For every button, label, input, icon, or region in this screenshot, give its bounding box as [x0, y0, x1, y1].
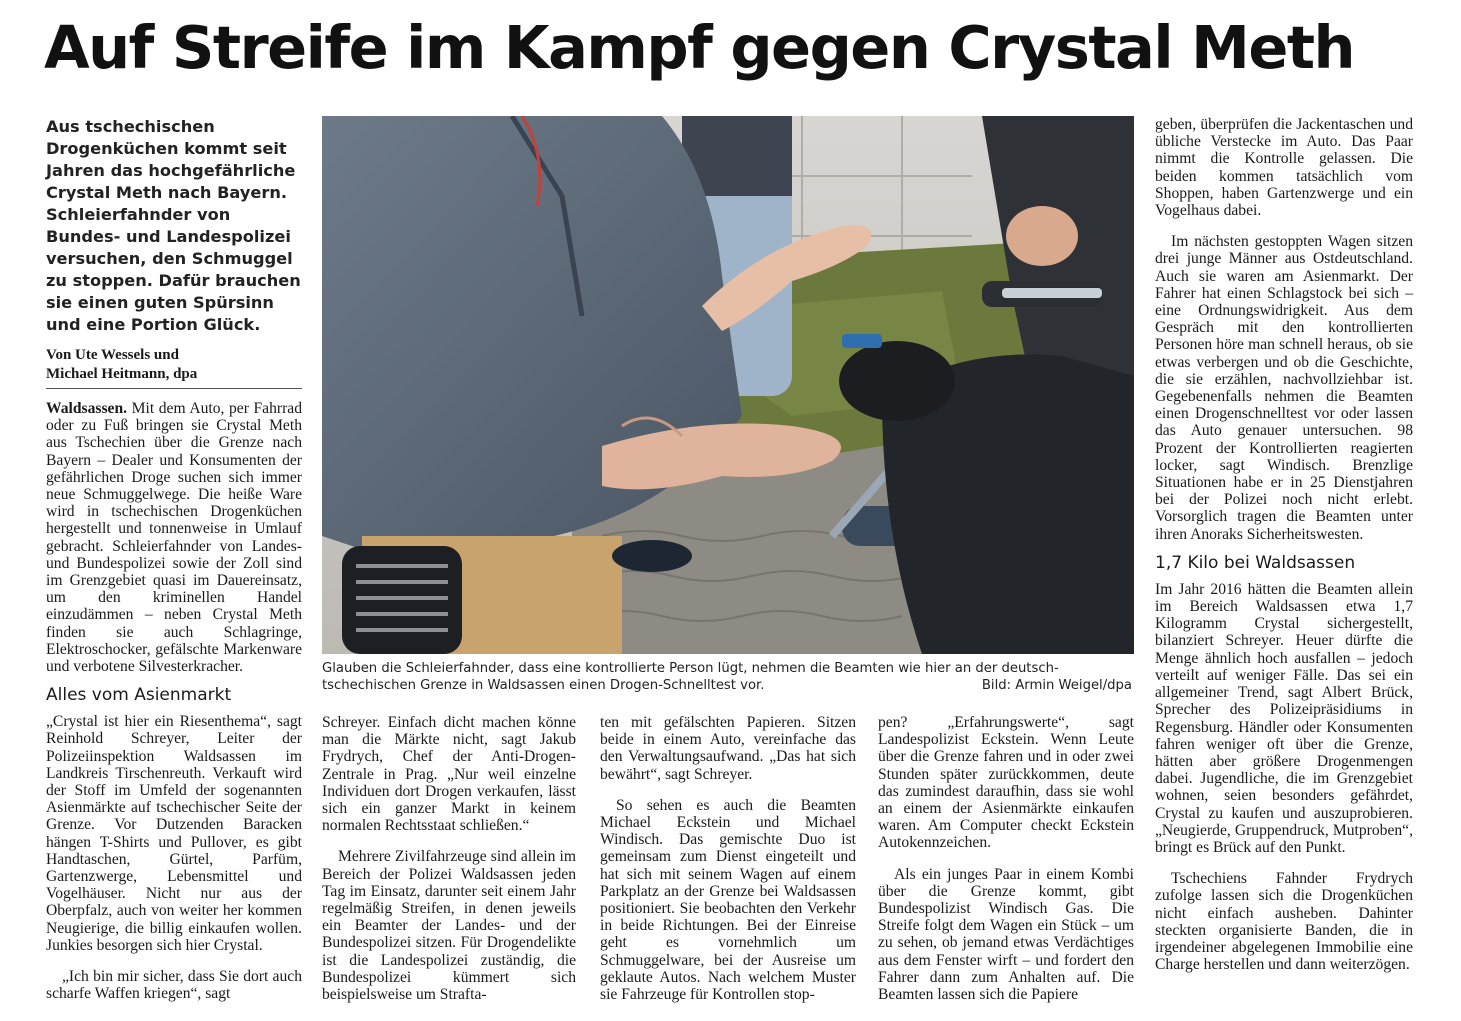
- caption-text: Glauben die Schleierfahnder, dass eine kontrollierte Person lügt, nehmen die Beamten wie hier an der deutsch-tschechischen Grenze in Waldsassen einen Drogen-Schnelltest vor.: [322, 661, 1059, 693]
- byline-line-1: Von Ute Wessels und: [46, 347, 179, 363]
- article-photo: [322, 116, 1134, 654]
- byline: [46, 346, 304, 384]
- body-paragraph: ten mit gefälschten Papieren. Sitzen beide in einem Auto, vereinfache das den Verwaltungsaufwand. „Das hat sich bewährt“, sagt Schreyer.: [600, 714, 856, 783]
- body-paragraph: pen? „Erfahrungswerte“, sagt Landespolizist Eckstein. Wenn Leute über die Grenze fahren und in oder zwei Stunden später zurückkommen, deute das zumindest daraufhin, dass sie wohl an einem der Asienmärkte einkaufen waren. Am Computer checkt Eckstein Autokennzeichen.: [878, 714, 1134, 852]
- body-text: Mit dem Auto, per Fahrrad oder zu Fuß bringen sie Crystal Meth aus Tschechien über die Grenze nach Bayern – Dealer und Konsumenten der gefährlichen Droge suchen sich immer neue Schmuggelwege. Die heiße Ware wird in tschechischen Drogenküchen hergestellt und tonnenweise in Umlauf gebracht. Schleierfahnder von Landes- und Bundespolizei sowie der Zoll sind im Grenzgebiet quasi im Dauereinsatz, um den kriminellen Handel einzudämmen – neben Crystal Meth finden sie auch Schlagringe, Elektroschocker, gefälschte Markenware und verbotene Silvesterkracher.: [46, 400, 302, 676]
- body-paragraph: Mehrere Zivilfahrzeuge sind allein im Bereich der Polizei Waldsassen jeden Tag im Einsatz, darunter seit einem Jahr regelmäßig Streifen, in denen jeweils ein Beamter der Landes- und der Bundespolizei sitzen. Für Drogendelikte ist die Landespolizei zuständig, die Bundespolizei kümmert sich beispielsweise um Strafta-: [322, 848, 576, 1004]
- headline: Auf Streife im Kampf gegen Crystal Meth: [44, 13, 1355, 82]
- column-3: [600, 714, 856, 1003]
- byline-line-2: Michael Heitmann, dpa: [46, 366, 198, 382]
- dateline: Waldsassen.: [46, 400, 128, 417]
- body-paragraph: So sehen es auch die Beamten Michael Eckstein und Michael Windisch. Das gemischte Duo ist gemeinsam zum Dienst eingeteilt und hat sich mit seinem Wagen auf einem Parkplatz an der Grenze bei Waldsassen positioniert. Sie beobachten den Verkehr in beide Richtungen. Bei der Einreise geht es vornehmlich um Schmuggelware, bei der Ausreise um geklaute Autos. Nach welchem Muster sie Fahrzeuge für Kontrollen stop-: [600, 796, 856, 1004]
- photo-illustration: [322, 116, 1134, 654]
- photo-caption: [322, 660, 1134, 694]
- body-paragraph: „Crystal ist hier ein Riesenthema“, sagt Reinhold Schreyer, Leiter der Polizeiinspektion Waldsassen im Landkreis Tirschenreuth. Verkauft wird der Stoff im Umfeld der sogenannten Asienmärkte auf tschechischer Seite der Grenze. Vor Dutzenden Baracken hängen T-Shirts und Pullover, es gibt Handtaschen, Gürtel, Parfüm, Gartenzwerge, Lebensmittel und Vogelhäuser. Nicht nur aus der Oberpfalz, auch von weiter her kommen Neugierige, die billig einkaufen wollen. Junkies besorgen sich hier Crystal.: [46, 713, 302, 954]
- body-paragraph: Tschechiens Fahnder Frydrych zufolge lassen sich die Drogenküchen nicht einfach ausheben. Dahinter steckten organisierte Banden, die in irgendeiner abgelegenen Immobilie eine Charge herstellen und dann weiterzögen.: [1155, 870, 1413, 974]
- body-paragraph: „Ich bin mir sicher, dass Sie dort auch scharfe Waffen kriegen“, sagt: [46, 968, 302, 1003]
- subheading: Alles vom Asienmarkt: [46, 685, 232, 706]
- body-paragraph: Im Jahr 2016 hätten die Beamten allein im Bereich Waldsassen etwa 1,7 Kilogramm Crystal sichergestellt, bilanziert Schreyer. Heuer dürfte die Menge ähnlich hoch ausfallen – jedoch verteilt auf weniger Fälle. Das sei ein allgemeiner Trend, sagt Albert Brück, Sprecher des Polizeipräsidiums in Regensburg. Händler oder Konsumenten fahren weniger oft über die Grenze, hätten aber größere Drogenmengen dabei. Jugendliche, die im Grenzgebiet wohnen, seien besonders gefährdet, Crystal zu kaufen und auszuprobieren. „Neugierde, Gruppendruck, Mutproben“, bringt es Brück auf den Punkt.: [1155, 580, 1413, 856]
- column-5: [1155, 116, 1413, 973]
- body-paragraph: Im nächsten gestoppten Wagen sitzen drei junge Männer aus Ostdeutschland. Auch sie waren am Asienmarkt. Der Fahrer hat einen Schlagstock bei sich – eine Ordnungswidrigkeit. Aus dem Gespräch mit den kontrollierten Personen höre man schnell heraus, ob sie etwas verbergen und ob die Geschichte, die sie erzählen, nachvollziehbar ist. Gegebenenfalls nehmen die Beamten einen Drogenschnelltest vor oder lassen das Auto genauer untersuchen. 98 Prozent der Kontrollierten reagierten locker, sagt Windisch. Brenzlige Situationen habe er in 25 Dienstjahren bei der Polizei noch nicht erlebt. Vorsorglich tragen die Beamten unter ihren Anoraks Sicherheitswesten.: [1155, 233, 1413, 543]
- body-paragraph: Als ein junges Paar in einem Kombi über die Grenze kommt, gibt Bundespolizist Windisch Gas. Die Streife folgt dem Wagen ein Stück – um zu sehen, ob jemand etwas Verdächtiges aus dem Fenster wirft – und fordert den Fahrer dann zum Anhalten auf. Die Beamten lassen sich die Papiere: [878, 865, 1134, 1004]
- body-paragraph: [46, 400, 302, 675]
- body-paragraph: Schreyer. Einfach dicht machen könne man die Märkte nicht, sagt Jakub Frydrych, Chef der Anti-Drogen-Zentrale in Prag. „Nur weil einzelne Individuen dort Drogen verkaufen, lässt sich ein ganzer Markt in keinem normalen Rechtsstaat schließen.“: [322, 714, 576, 835]
- column-4: [878, 714, 1134, 1003]
- column-2: [322, 714, 576, 1003]
- lead-paragraph: Aus tschechischen Drogenküchen kommt seit Jahren das hochgefährliche Crystal Meth nach Bayern. Schleierfahnder von Bundes- und Landespolizei versuchen, den Schmuggel zu stoppen. Dafür brauchen sie einen guten Spürsinn und eine Portion Glück.: [46, 117, 301, 334]
- byline-divider: [46, 388, 302, 389]
- column-1: [46, 400, 302, 1003]
- photo-credit: Bild: Armin Weigel/dpa: [981, 678, 1132, 693]
- subheading: 1,7 Kilo bei Waldsassen: [1155, 552, 1356, 573]
- body-paragraph: geben, überprüfen die Jackentaschen und übliche Verstecke im Auto. Das Paar nimmt die Kontrolle gelassen. Die beiden kommen tatsächlich vom Shoppen, haben Gartenzwerge und ein Vogelhaus dabei.: [1155, 116, 1413, 220]
